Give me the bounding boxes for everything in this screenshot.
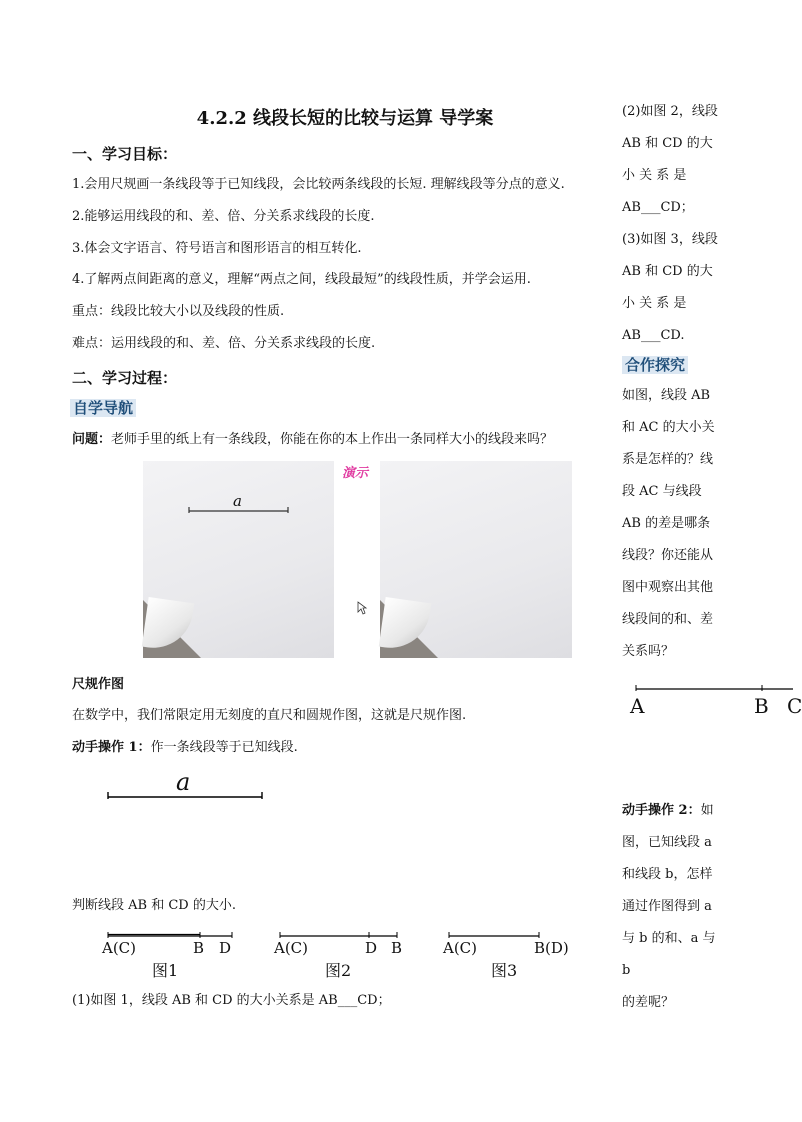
right-q3-line: AB 和 CD 的大 (622, 264, 713, 279)
cooperation-badge: 合作探究 (622, 356, 688, 374)
operation-1-label: 动手操作 1： (72, 740, 151, 755)
right-q2-line: AB 和 CD 的大 (622, 136, 713, 151)
operation-2-line: 与 b 的和、a 与 b (622, 931, 716, 978)
abc-label-c: C (787, 694, 802, 718)
cooperation-line: 系是怎样的？线 (622, 452, 714, 467)
section-heading-objectives: 一、学习目标： (72, 145, 178, 163)
figure-1-label-d: D (219, 939, 232, 957)
construction-text: 在数学中，我们常限定用无刻度的直尺和圆规作图，这就是尺规作图. (72, 708, 467, 723)
operation-2-line: 如 (700, 803, 714, 818)
segment-a (104, 790, 266, 804)
judge-text: 判断线段 AB 和 CD 的大小. (72, 898, 236, 913)
objective-2: 2.能够运用线段的和、差、倍、分关系求线段的长度. (72, 209, 375, 224)
right-q2-line: (2)如图 2，线段 (622, 104, 718, 119)
cooperation-line: 图中观察出其他 (622, 580, 714, 595)
figure-2-label-a: A(C) (274, 939, 309, 957)
operation-2-line: 的差呢？ (622, 995, 675, 1010)
right-q2 (622, 96, 726, 352)
cooperation-line: 如图，线段 AB (622, 388, 711, 403)
segment-a-label: a (176, 768, 191, 796)
figure-2-label-b: B (391, 939, 403, 957)
right-q3-line: AB___CD. (622, 328, 685, 343)
paper-image-right (380, 461, 572, 658)
figure-1-label-a: A(C) (102, 939, 137, 957)
paper-image-left (143, 461, 334, 658)
question-label: 问题： (72, 432, 112, 447)
cooperation-text (622, 380, 726, 668)
question-line (72, 431, 553, 449)
paper-segment-label: a (233, 492, 242, 510)
difficulty-point: 难点：运用线段的和、差、倍、分关系求线段的长度. (72, 336, 376, 351)
question-text: 老师手里的纸上有一条线段，你能在你的本上作出一条同样大小的线段来吗？ (111, 432, 554, 447)
demo-label[interactable]: 演示 (342, 466, 369, 481)
section-heading-process: 二、学习过程： (72, 369, 178, 387)
operation-2-line: 和线段 b，怎样 (622, 867, 713, 882)
objective-4: 4.了解两点间距离的意义，理解“两点之间，线段最短”的线段性质，并学会运用. (72, 272, 531, 287)
key-point: 重点：线段比较大小以及线段的性质. (72, 304, 285, 319)
abc-label-b: B (754, 694, 769, 718)
cooperation-line: 关系吗？ (622, 644, 675, 659)
abc-line (632, 683, 793, 693)
figure-1-question: (1)如图 1，线段 AB 和 CD 的大小关系是 AB___CD； (72, 993, 391, 1008)
right-q2-line: AB___CD； (622, 200, 694, 215)
objective-1: 1.会用尺规画一条线段等于已知线段，会比较两条线段的长短. 理解线段等分点的意义. (72, 177, 565, 192)
objective-3: 3.体会文字语言、符号语言和图形语言的相互转化. (72, 241, 362, 256)
figure-3-caption: 图3 (491, 961, 518, 980)
figure-1-label-b: B (193, 939, 205, 957)
operation-1 (72, 739, 298, 757)
cooperation-line: 线段？你还能从 (622, 548, 714, 563)
operation-2-label: 动手操作 2： (622, 803, 701, 818)
cooperation-line: 线段间的和、差 (622, 612, 714, 627)
construction-heading: 尺规作图 (72, 677, 125, 692)
cooperation-line: 段 AC 与线段 (622, 484, 702, 499)
figure-3-label-b: B(D) (534, 939, 569, 957)
figure-2-label-d: D (365, 939, 378, 957)
operation-2 (622, 795, 726, 1019)
right-q3-line: 小 关 系 是 (622, 296, 687, 311)
right-q2-line: 小 关 系 是 (622, 168, 687, 183)
operation-2-line: 通过作图得到 a (622, 899, 712, 914)
figure-2-caption: 图2 (325, 961, 352, 980)
cursor-icon (357, 600, 367, 619)
operation-2-line: 图，已知线段 a (622, 835, 712, 850)
cooperation-line: 和 AC 的大小关 (622, 420, 715, 435)
page-title: 4.2.2 线段长短的比较与运算 导学案 (196, 108, 494, 129)
right-q3-line: (3)如图 3，线段 (622, 232, 718, 247)
figure-1-caption: 图1 (152, 961, 179, 980)
figure-3-label-a: A(C) (443, 939, 478, 957)
operation-1-text: 作一条线段等于已知线段. (150, 740, 298, 755)
cooperation-line: AB 的差是哪条 (622, 516, 711, 531)
self-study-badge: 自学导航 (70, 399, 136, 417)
abc-label-a: A (630, 694, 645, 718)
